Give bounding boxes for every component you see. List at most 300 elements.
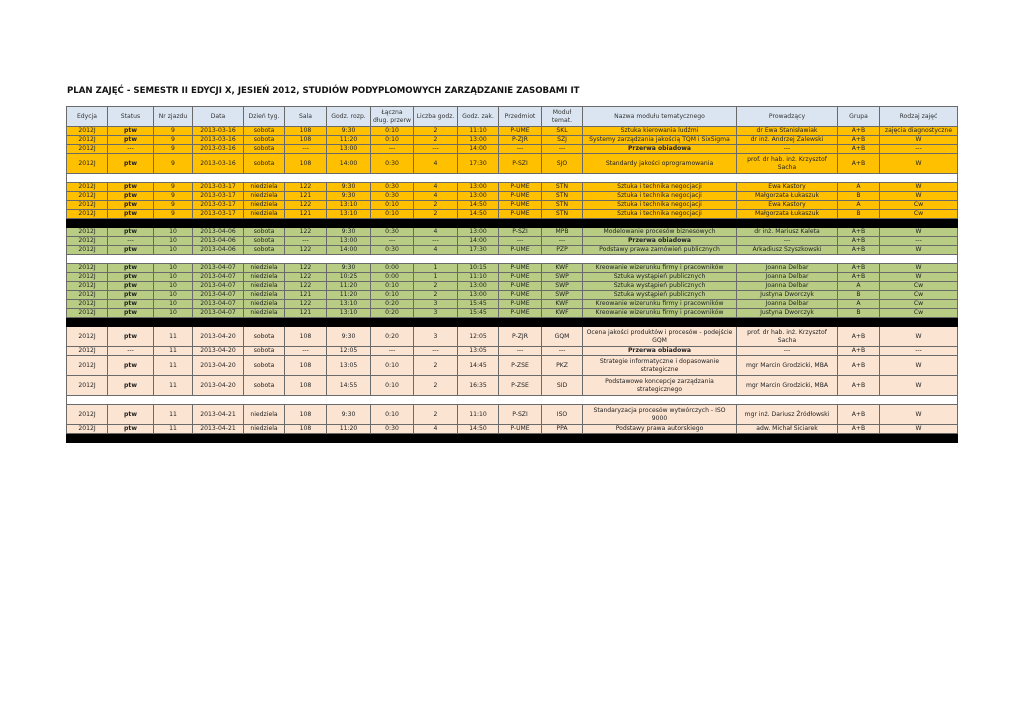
table-cell: sobota xyxy=(244,237,285,246)
table-cell: sobota xyxy=(244,228,285,237)
table-cell: W xyxy=(880,183,958,192)
table-cell: zajęcia diagnostyczne xyxy=(880,127,958,136)
table-cell: dr inż. Andrzej Zalewski xyxy=(737,136,838,145)
table-cell: A+B xyxy=(838,145,880,154)
table-cell: Ćw xyxy=(880,201,958,210)
table-cell: A+B xyxy=(838,405,880,425)
table-cell: --- xyxy=(371,237,414,246)
table-cell: 0:30 xyxy=(371,154,414,174)
table-cell: --- xyxy=(414,237,458,246)
table-cell: P-UME xyxy=(499,273,542,282)
table-cell: 2013-04-07 xyxy=(193,273,244,282)
table-cell: 122 xyxy=(285,273,327,282)
table-cell: 2012J xyxy=(67,127,108,136)
table-cell: A+B xyxy=(838,246,880,255)
table-cell: 13:10 xyxy=(327,309,371,318)
table-cell: A+B xyxy=(838,425,880,434)
table-cell: P-ZSE xyxy=(499,376,542,396)
table-cell: KWF xyxy=(542,264,583,273)
table-cell: 0:20 xyxy=(371,327,414,347)
table-cell: 1 xyxy=(414,273,458,282)
table-cell: 108 xyxy=(285,327,327,347)
table-cell: 13:00 xyxy=(458,291,499,300)
table-cell: Małgorzata Łukaszuk xyxy=(737,210,838,219)
divider-cell xyxy=(67,434,958,443)
table-cell: 2 xyxy=(414,291,458,300)
table-cell: --- xyxy=(414,347,458,356)
table-cell: A+B xyxy=(838,327,880,347)
table-cell: 11 xyxy=(154,405,193,425)
table-cell: 2 xyxy=(414,136,458,145)
table-cell: --- xyxy=(880,347,958,356)
table-cell: niedziela xyxy=(244,210,285,219)
table-cell: 0:10 xyxy=(371,376,414,396)
table-cell: 11 xyxy=(154,327,193,347)
table-cell: 2013-04-20 xyxy=(193,327,244,347)
table-cell: 121 xyxy=(285,291,327,300)
table-cell: 2012J xyxy=(67,356,108,376)
table-cell: SKL xyxy=(542,127,583,136)
table-cell: W xyxy=(880,327,958,347)
table-cell: STN xyxy=(542,183,583,192)
table-cell: 2 xyxy=(414,127,458,136)
table-cell: Ocena jakości produktów i procesów - podejście GQM xyxy=(583,327,737,347)
table-cell: GQM xyxy=(542,327,583,347)
table-cell: B xyxy=(838,192,880,201)
table-cell: 9:30 xyxy=(327,405,371,425)
table-row xyxy=(67,425,958,434)
table-cell: 10 xyxy=(154,228,193,237)
table-cell: sobota xyxy=(244,376,285,396)
table-cell: 2012J xyxy=(67,145,108,154)
table-cell: --- xyxy=(108,145,154,154)
table-cell: Kreowanie wizerunku firmy i pracowników xyxy=(583,309,737,318)
table-cell: 14:00 xyxy=(327,154,371,174)
table-cell: W xyxy=(880,228,958,237)
table-cell: 121 xyxy=(285,210,327,219)
table-cell: Strategie informatyczne i dopasowanie strategiczne xyxy=(583,356,737,376)
table-cell: 9:30 xyxy=(327,264,371,273)
table-cell: 2012J xyxy=(67,282,108,291)
table-cell: 0:10 xyxy=(371,356,414,376)
table-cell: Kreowanie wizerunku firmy i pracowników xyxy=(583,264,737,273)
table-cell: 10 xyxy=(154,237,193,246)
table-cell: 2012J xyxy=(67,347,108,356)
table-cell: 11:20 xyxy=(327,291,371,300)
section-divider xyxy=(67,434,958,443)
table-cell: ptw xyxy=(108,376,154,396)
table-cell: 2012J xyxy=(67,264,108,273)
table-cell: 2012J xyxy=(67,201,108,210)
table-cell: 12:05 xyxy=(458,327,499,347)
table-cell: niedziela xyxy=(244,273,285,282)
table-cell: 2012J xyxy=(67,154,108,174)
table-cell: A+B xyxy=(838,154,880,174)
table-cell: --- xyxy=(737,237,838,246)
table-cell: 9 xyxy=(154,192,193,201)
table-cell: 0:10 xyxy=(371,127,414,136)
table-cell: P-UME xyxy=(499,210,542,219)
table-cell: 2012J xyxy=(67,405,108,425)
table-cell: prof. dr hab. inż. Krzysztof Sacha xyxy=(737,154,838,174)
table-cell: 10 xyxy=(154,300,193,309)
table-cell: 2 xyxy=(414,376,458,396)
table-cell: 122 xyxy=(285,183,327,192)
table-row xyxy=(67,327,958,347)
column-header: Rodzaj zajęć xyxy=(880,107,958,127)
table-cell: 13:00 xyxy=(327,237,371,246)
table-cell: 108 xyxy=(285,136,327,145)
section-divider xyxy=(67,219,958,228)
table-cell: ptw xyxy=(108,309,154,318)
table-cell: 10 xyxy=(154,264,193,273)
table-cell: 10:15 xyxy=(458,264,499,273)
table-cell: Sztuka i technika negocjacji xyxy=(583,183,737,192)
table-cell: 122 xyxy=(285,282,327,291)
table-cell: 108 xyxy=(285,376,327,396)
table-cell: niedziela xyxy=(244,405,285,425)
table-row xyxy=(67,145,958,154)
table-cell: 2013-04-07 xyxy=(193,291,244,300)
table-cell: Modelowanie procesów biznesowych xyxy=(583,228,737,237)
table-cell: Standardy jakości oprogramowania xyxy=(583,154,737,174)
table-cell: 2012J xyxy=(67,425,108,434)
table-cell: 2012J xyxy=(67,327,108,347)
table-cell: P-UME xyxy=(499,264,542,273)
table-cell: 14:00 xyxy=(458,145,499,154)
table-cell: 11:10 xyxy=(458,405,499,425)
table-cell: 14:50 xyxy=(458,201,499,210)
table-cell: A+B xyxy=(838,376,880,396)
table-cell: Sztuka kierowania ludźmi xyxy=(583,127,737,136)
table-cell: Ewa Kastory xyxy=(737,201,838,210)
table-cell: Arkadiusz Szyszkowski xyxy=(737,246,838,255)
table-cell: sobota xyxy=(244,127,285,136)
table-cell: niedziela xyxy=(244,183,285,192)
table-cell: 2013-03-17 xyxy=(193,201,244,210)
table-cell: 9:30 xyxy=(327,228,371,237)
table-cell: A+B xyxy=(838,264,880,273)
table-cell: ptw xyxy=(108,228,154,237)
divider-cell xyxy=(67,318,958,327)
table-row xyxy=(67,237,958,246)
table-cell: Joanna Delbar xyxy=(737,300,838,309)
table-cell: SWP xyxy=(542,282,583,291)
table-cell: W xyxy=(880,154,958,174)
table-cell: ptw xyxy=(108,154,154,174)
table-cell: 14:55 xyxy=(327,376,371,396)
table-cell: 13:10 xyxy=(327,201,371,210)
table-cell: sobota xyxy=(244,347,285,356)
table-row xyxy=(67,154,958,174)
table-cell: PKZ xyxy=(542,356,583,376)
table-cell: 0:00 xyxy=(371,264,414,273)
table-cell: niedziela xyxy=(244,309,285,318)
table-cell: 2012J xyxy=(67,210,108,219)
table-cell: W xyxy=(880,246,958,255)
table-cell: 108 xyxy=(285,425,327,434)
table-row xyxy=(67,376,958,396)
table-cell: --- xyxy=(737,347,838,356)
table-cell: P-UME xyxy=(499,291,542,300)
table-cell: 14:00 xyxy=(327,246,371,255)
table-cell: niedziela xyxy=(244,192,285,201)
table-cell: Sztuka wystąpień publicznych xyxy=(583,282,737,291)
table-cell: 2013-04-07 xyxy=(193,264,244,273)
table-cell: 11 xyxy=(154,356,193,376)
table-cell: 4 xyxy=(414,425,458,434)
table-cell: 1 xyxy=(414,264,458,273)
table-body xyxy=(67,127,958,443)
table-row xyxy=(67,291,958,300)
column-header: Nazwa modułu tematycznego xyxy=(583,107,737,127)
table-cell: 13:10 xyxy=(327,210,371,219)
table-cell: 0:30 xyxy=(371,425,414,434)
table-cell: STN xyxy=(542,192,583,201)
table-cell: P-UME xyxy=(499,127,542,136)
table-cell: A xyxy=(838,300,880,309)
table-cell: W xyxy=(880,425,958,434)
table-row xyxy=(67,273,958,282)
table-cell: P-UME xyxy=(499,192,542,201)
table-row xyxy=(67,136,958,145)
table-cell: 121 xyxy=(285,192,327,201)
column-header: Sala xyxy=(285,107,327,127)
table-cell: sobota xyxy=(244,327,285,347)
table-cell: --- xyxy=(371,145,414,154)
column-header: Nr zjazdu xyxy=(154,107,193,127)
table-cell: 2013-04-06 xyxy=(193,228,244,237)
table-cell: --- xyxy=(542,237,583,246)
table-cell: P-UME xyxy=(499,183,542,192)
table-cell: 13:00 xyxy=(458,136,499,145)
table-cell: 0:00 xyxy=(371,273,414,282)
table-cell: Joanna Delbar xyxy=(737,273,838,282)
table-cell: ptw xyxy=(108,246,154,255)
table-row xyxy=(67,282,958,291)
table-cell: A xyxy=(838,183,880,192)
table-cell: STN xyxy=(542,210,583,219)
table-cell: sobota xyxy=(244,246,285,255)
table-cell: --- xyxy=(108,237,154,246)
table-cell: A+B xyxy=(838,347,880,356)
spacer-row xyxy=(67,255,958,264)
table-cell: ptw xyxy=(108,425,154,434)
table-cell: 121 xyxy=(285,309,327,318)
table-cell: B xyxy=(838,291,880,300)
table-cell: 2 xyxy=(414,201,458,210)
table-cell: Ćw xyxy=(880,309,958,318)
table-cell: 0:10 xyxy=(371,282,414,291)
table-cell: 9:30 xyxy=(327,127,371,136)
table-cell: Przerwa obiadowa xyxy=(583,347,737,356)
spacer-row xyxy=(67,174,958,183)
table-cell: 122 xyxy=(285,228,327,237)
table-cell: PZP xyxy=(542,246,583,255)
table-cell: ptw xyxy=(108,327,154,347)
table-cell: 0:10 xyxy=(371,405,414,425)
table-cell: 11 xyxy=(154,425,193,434)
table-row xyxy=(67,347,958,356)
table-cell: W xyxy=(880,192,958,201)
table-cell: 13:00 xyxy=(458,192,499,201)
table-cell: 17:30 xyxy=(458,154,499,174)
table-cell: P-UME xyxy=(499,246,542,255)
table-cell: --- xyxy=(285,145,327,154)
table-cell: 2013-04-06 xyxy=(193,246,244,255)
table-cell: ptw xyxy=(108,210,154,219)
table-cell: SWP xyxy=(542,273,583,282)
table-cell: --- xyxy=(285,237,327,246)
table-cell: 3 xyxy=(414,300,458,309)
table-cell: --- xyxy=(499,145,542,154)
table-cell: 2013-04-20 xyxy=(193,347,244,356)
table-cell: 11:10 xyxy=(458,127,499,136)
table-cell: P-ZSE xyxy=(499,356,542,376)
table-cell: 11 xyxy=(154,376,193,396)
table-cell: 0:20 xyxy=(371,300,414,309)
column-header: Przedmiot xyxy=(499,107,542,127)
divider-cell xyxy=(67,396,958,405)
table-cell: 108 xyxy=(285,356,327,376)
table-cell: Ćw xyxy=(880,282,958,291)
table-cell: PPA xyxy=(542,425,583,434)
table-cell: 2013-04-07 xyxy=(193,282,244,291)
table-cell: A+B xyxy=(838,127,880,136)
table-cell: 13:05 xyxy=(458,347,499,356)
table-cell: 2013-03-17 xyxy=(193,192,244,201)
table-cell: 3 xyxy=(414,309,458,318)
divider-cell xyxy=(67,219,958,228)
table-cell: 4 xyxy=(414,192,458,201)
table-cell: 9 xyxy=(154,210,193,219)
table-cell: 0:30 xyxy=(371,246,414,255)
table-cell: W xyxy=(880,405,958,425)
table-cell: Przerwa obiadowa xyxy=(583,145,737,154)
table-cell: 2 xyxy=(414,210,458,219)
table-cell: 2013-04-06 xyxy=(193,237,244,246)
table-cell: 9 xyxy=(154,201,193,210)
table-cell: Justyna Dworczyk xyxy=(737,291,838,300)
table-cell: dr inż. Mariusz Kaleta xyxy=(737,228,838,237)
column-header: Łączna dług. przerw xyxy=(371,107,414,127)
table-cell: Systemy zarządzania jakością TQM i SixSigma xyxy=(583,136,737,145)
table-cell: 122 xyxy=(285,201,327,210)
table-cell: B xyxy=(838,309,880,318)
table-cell: ISO xyxy=(542,405,583,425)
table-cell: Ćw xyxy=(880,291,958,300)
table-cell: 122 xyxy=(285,264,327,273)
table-cell: 12:05 xyxy=(327,347,371,356)
table-cell: P-ZJR xyxy=(499,327,542,347)
table-cell: 16:35 xyxy=(458,376,499,396)
table-cell: ptw xyxy=(108,300,154,309)
table-cell: sobota xyxy=(244,154,285,174)
table-cell: --- xyxy=(737,145,838,154)
table-cell: 9:30 xyxy=(327,327,371,347)
table-row xyxy=(67,309,958,318)
table-cell: Sztuka i technika negocjacji xyxy=(583,210,737,219)
table-cell: 4 xyxy=(414,246,458,255)
table-cell: 10 xyxy=(154,246,193,255)
table-cell: --- xyxy=(499,237,542,246)
table-cell: 9 xyxy=(154,127,193,136)
table-cell: 11 xyxy=(154,347,193,356)
table-cell: A+B xyxy=(838,356,880,376)
table-cell: 4 xyxy=(414,228,458,237)
table-cell: 0:10 xyxy=(371,201,414,210)
table-cell: 9:30 xyxy=(327,183,371,192)
table-cell: mgr inż. Dariusz Źródłowski xyxy=(737,405,838,425)
table-cell: 11:20 xyxy=(327,282,371,291)
column-header: Moduł temat. xyxy=(542,107,583,127)
table-cell: P-UME xyxy=(499,425,542,434)
table-cell: W xyxy=(880,264,958,273)
table-cell: 122 xyxy=(285,300,327,309)
table-cell: 10 xyxy=(154,282,193,291)
table-cell: 13:00 xyxy=(327,145,371,154)
table-cell: A+B xyxy=(838,228,880,237)
table-row xyxy=(67,183,958,192)
table-cell: 2013-04-07 xyxy=(193,300,244,309)
table-cell: 13:00 xyxy=(458,282,499,291)
table-cell: 2012J xyxy=(67,192,108,201)
table-cell: ptw xyxy=(108,405,154,425)
table-row xyxy=(67,356,958,376)
table-cell: 2013-03-16 xyxy=(193,136,244,145)
column-header: Dzień tyg. xyxy=(244,107,285,127)
table-cell: Podstawowe koncepcje zarządzania strategicznego xyxy=(583,376,737,396)
table-cell: W xyxy=(880,356,958,376)
table-cell: 0:30 xyxy=(371,183,414,192)
table-cell: W xyxy=(880,273,958,282)
table-cell: 9:30 xyxy=(327,192,371,201)
table-cell: 2012J xyxy=(67,300,108,309)
table-cell: 0:10 xyxy=(371,291,414,300)
table-cell: --- xyxy=(285,347,327,356)
table-cell: ptw xyxy=(108,127,154,136)
table-cell: 10 xyxy=(154,309,193,318)
table-cell: P-UME xyxy=(499,309,542,318)
table-row xyxy=(67,192,958,201)
table-cell: Sztuka wystąpień publicznych xyxy=(583,291,737,300)
page-title: PLAN ZAJĘĆ - SEMESTR II EDYCJI X, JESIEŃ 2012, STUDIÓW PODYPLOMOWYCH ZARZĄDZANIE ZASOBAMI IT xyxy=(67,86,580,96)
table-cell: 2013-03-16 xyxy=(193,127,244,136)
table-cell: Ćw xyxy=(880,300,958,309)
table-cell: 0:20 xyxy=(371,309,414,318)
column-header: Liczba godz. xyxy=(414,107,458,127)
table-cell: --- xyxy=(880,145,958,154)
table-cell: 0:30 xyxy=(371,192,414,201)
table-cell: B xyxy=(838,210,880,219)
table-cell: SWP xyxy=(542,291,583,300)
table-cell: --- xyxy=(108,347,154,356)
table-cell: 13:00 xyxy=(458,183,499,192)
table-cell: 13:00 xyxy=(458,228,499,237)
table-row xyxy=(67,405,958,425)
table-cell: 9 xyxy=(154,145,193,154)
table-cell: 9 xyxy=(154,154,193,174)
table-cell: SZJ xyxy=(542,136,583,145)
table-row xyxy=(67,300,958,309)
table-cell: ptw xyxy=(108,356,154,376)
table-cell: 2012J xyxy=(67,228,108,237)
table-cell: P-UME xyxy=(499,282,542,291)
table-cell: 2012J xyxy=(67,246,108,255)
table-cell: --- xyxy=(542,347,583,356)
table-cell: Joanna Delbar xyxy=(737,264,838,273)
table-row xyxy=(67,228,958,237)
